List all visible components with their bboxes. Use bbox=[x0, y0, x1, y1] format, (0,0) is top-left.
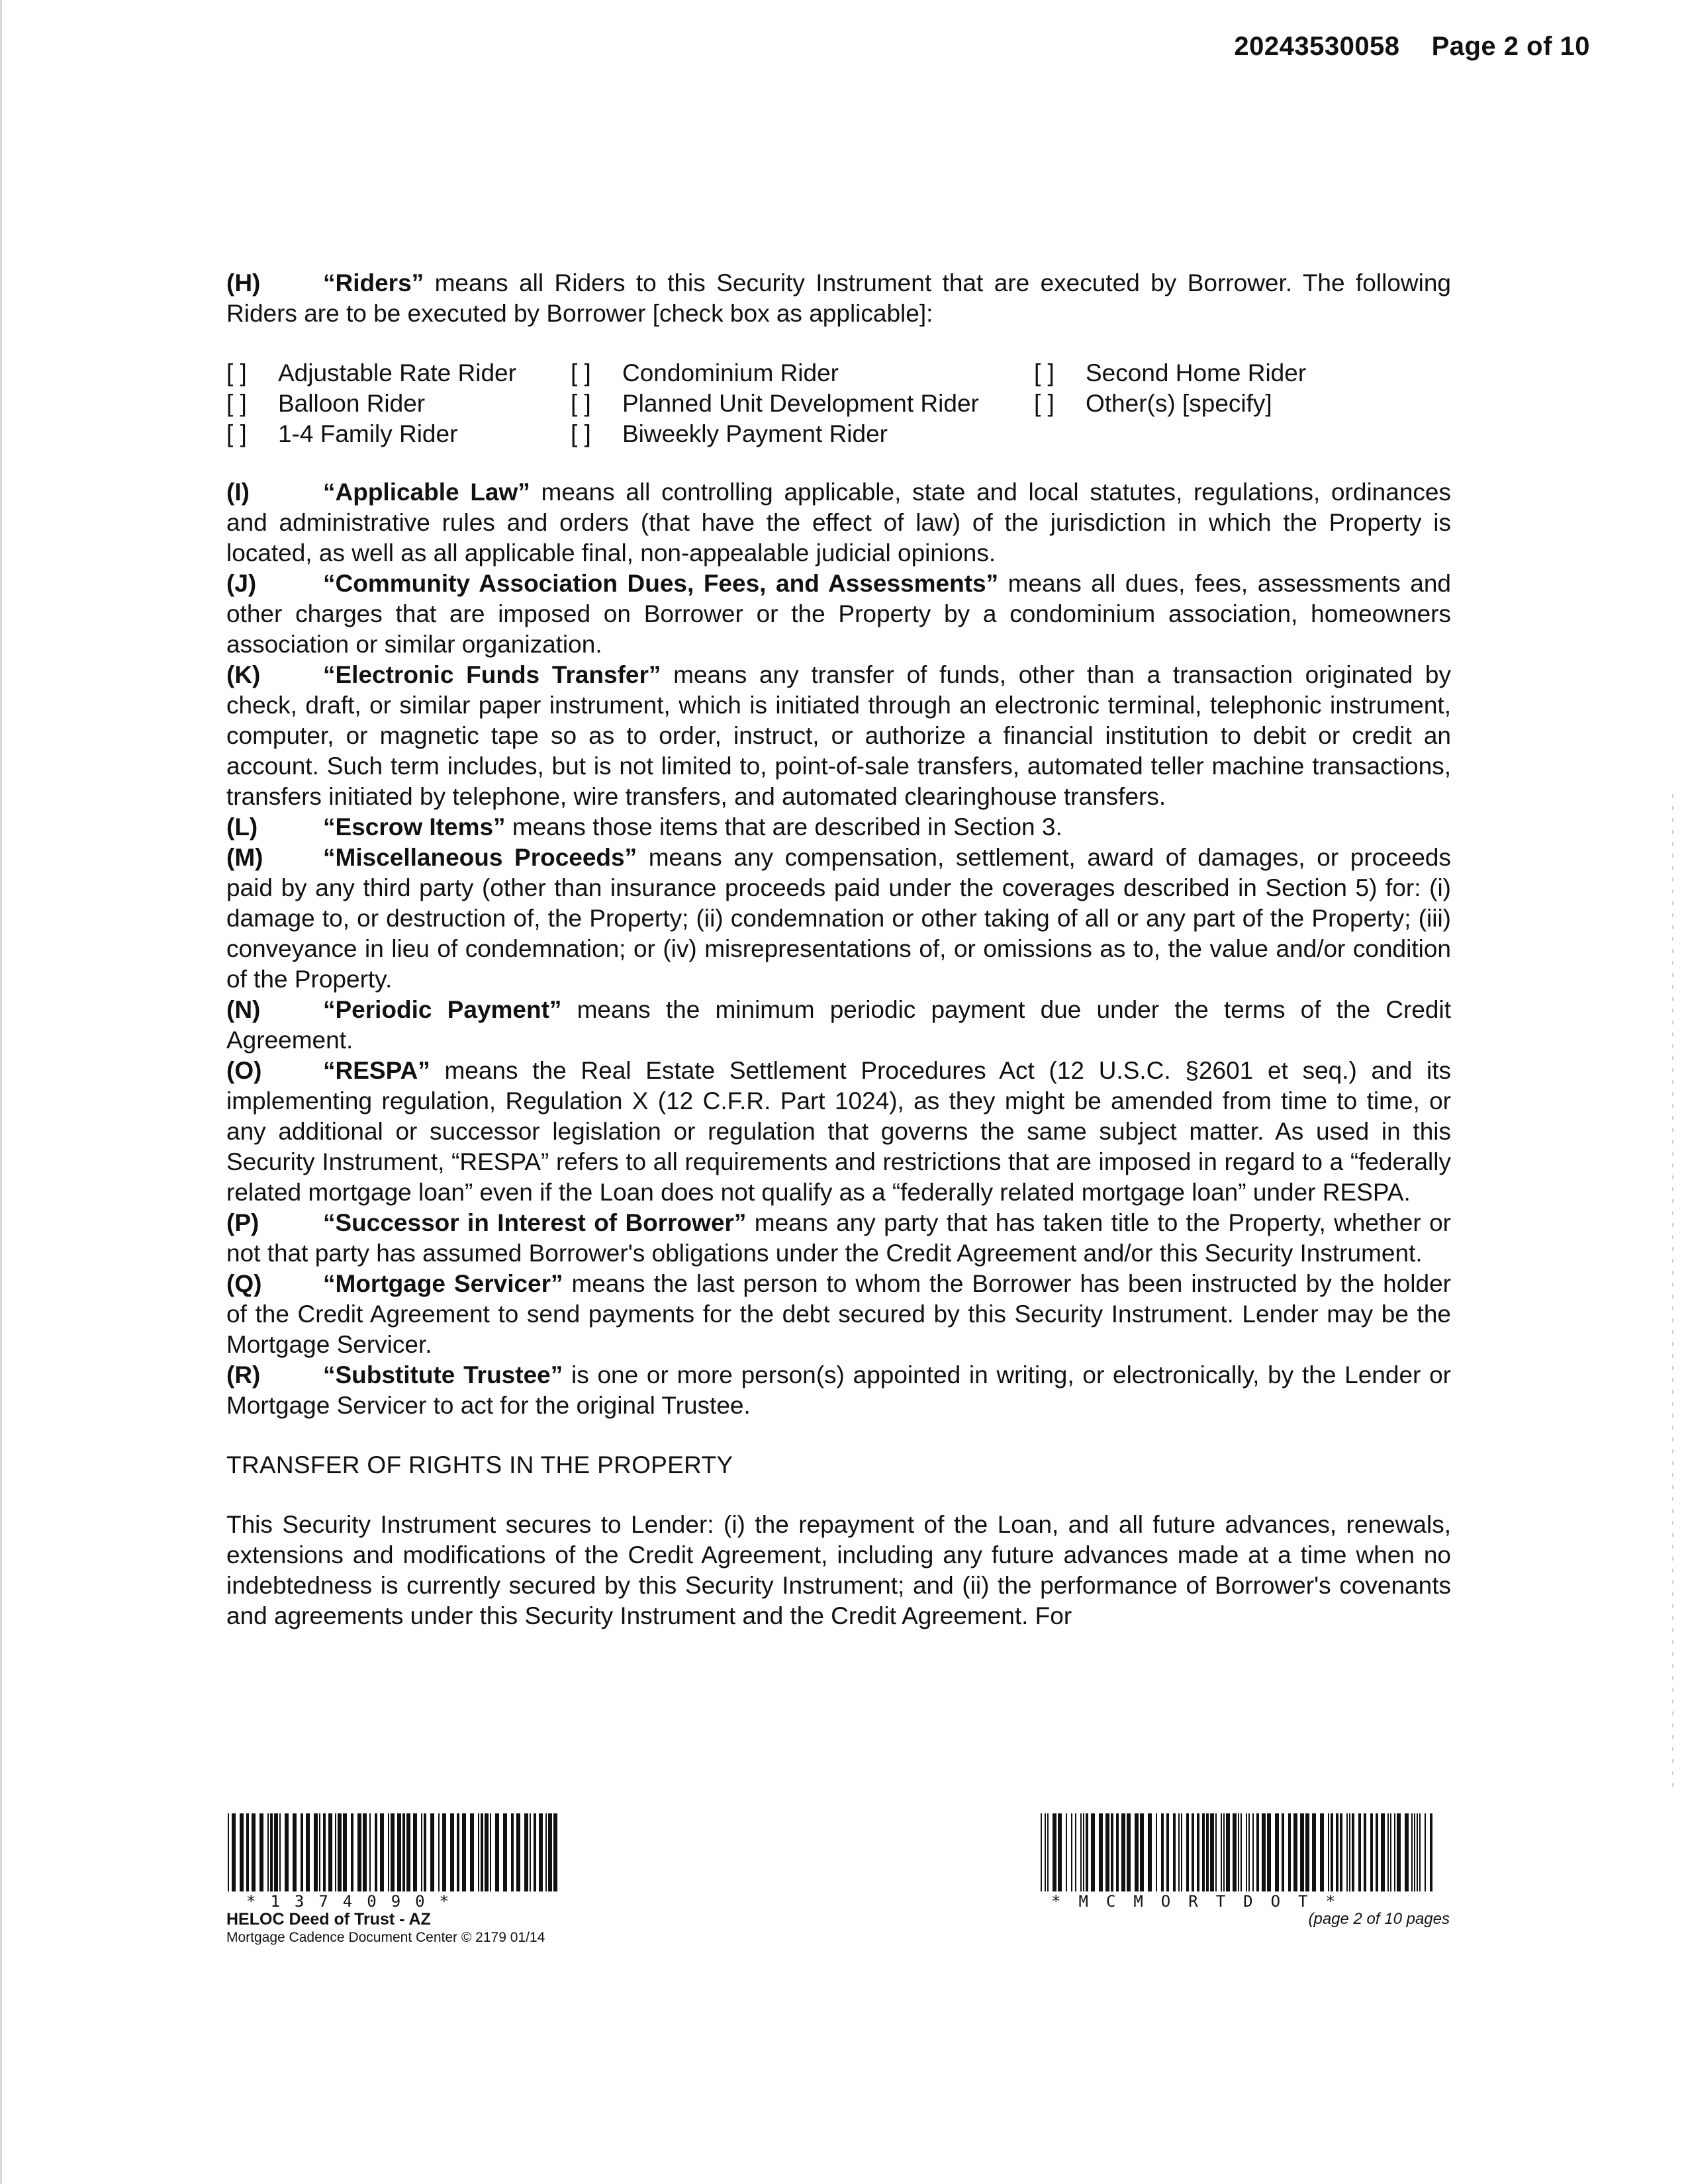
barcode-bar bbox=[314, 1813, 318, 1891]
rider-checkbox: [ ] bbox=[1034, 359, 1055, 387]
barcode-bar bbox=[1053, 1813, 1056, 1891]
barcode-bar bbox=[1390, 1813, 1391, 1891]
definition-text: means all controlling applicable, state and local statutes, regulations, ordinances and administrative rules and orders (that have the effect of law) of the jurisdiction in which the Property is located, as well as all applicable final, non-appealable judicial opinions. bbox=[226, 478, 1451, 567]
rider-second-home bbox=[1034, 358, 1405, 388]
barcode-bar bbox=[1370, 1813, 1373, 1891]
definition-k bbox=[226, 660, 1451, 812]
barcode-bar bbox=[267, 1813, 269, 1891]
definition-letter: (J) bbox=[226, 570, 257, 597]
barcode-bar bbox=[1086, 1813, 1088, 1891]
definition-letter: (M) bbox=[226, 844, 263, 871]
barcode-bar bbox=[1206, 1813, 1209, 1891]
barcode-bar bbox=[306, 1813, 310, 1891]
barcode-bar bbox=[1358, 1813, 1361, 1891]
transfer-paragraph: This Security Instrument secures to Lender: (i) the repayment of the Loan, and all future advances, renewals, extensions and modifications of the Credit Agreement, including any future advances made at a time when no indebtedness is currently secured by this Security Instrument; and (ii) the performance of Borrower's covenants and agreements under this Security Instrument and the Credit Agreement. For bbox=[226, 1511, 1451, 1629]
definition-letter: (P) bbox=[226, 1209, 259, 1236]
barcode-bar bbox=[335, 1813, 336, 1891]
definition-term: “RESPA” bbox=[323, 1057, 430, 1084]
barcode-bar bbox=[388, 1813, 389, 1891]
barcode-bar bbox=[1414, 1813, 1415, 1891]
barcode-bar bbox=[1320, 1813, 1324, 1891]
barcode-bar bbox=[470, 1813, 474, 1891]
barcode-bar bbox=[1376, 1813, 1378, 1891]
rider-checkbox: [ ] bbox=[226, 420, 247, 447]
barcode-bar bbox=[539, 1813, 543, 1891]
barcode-bar bbox=[285, 1813, 289, 1891]
barcode-bar bbox=[1293, 1813, 1297, 1891]
barcode-bar bbox=[1425, 1813, 1426, 1891]
definition-letter: (R) bbox=[226, 1361, 261, 1388]
barcode-bar bbox=[530, 1813, 531, 1891]
rider-label: Condominium Rider bbox=[622, 359, 839, 387]
barcode-bar bbox=[406, 1813, 410, 1891]
definition-l bbox=[226, 812, 1451, 842]
barcode-bar bbox=[1075, 1813, 1076, 1891]
barcode-bar bbox=[430, 1813, 434, 1891]
barcode-bar bbox=[516, 1813, 520, 1891]
barcode-bar bbox=[1197, 1813, 1199, 1891]
barcode-left bbox=[226, 1813, 557, 1891]
definition-q bbox=[226, 1269, 1451, 1360]
barcode-bar bbox=[490, 1813, 491, 1891]
barcode-bar bbox=[1305, 1813, 1309, 1891]
definition-term: “Miscellaneous Proceeds” bbox=[323, 844, 637, 871]
barcode-bar bbox=[351, 1813, 353, 1891]
barcode-bar bbox=[1349, 1813, 1350, 1891]
definition-text: means those items that are described in Section 3. bbox=[505, 813, 1062, 841]
barcode-bar bbox=[1181, 1813, 1182, 1891]
rider-condominium bbox=[571, 358, 1034, 388]
rider-biweekly bbox=[571, 419, 1034, 449]
definition-letter: (I) bbox=[226, 478, 250, 506]
barcode-bar bbox=[503, 1813, 507, 1891]
barcode-bar bbox=[1156, 1813, 1157, 1891]
form-name: HELOC Deed of Trust - AZ bbox=[226, 1910, 431, 1929]
barcode-bar bbox=[323, 1813, 326, 1891]
barcode-bar bbox=[1099, 1813, 1103, 1891]
definition-h bbox=[226, 268, 1451, 329]
definition-text: means all Riders to this Security Instrument that are executed by Borrower. The following Riders are to be executed by Borrower [check box as applicable]: bbox=[226, 269, 1451, 327]
barcode-bar bbox=[228, 1813, 229, 1891]
definition-letter: (N) bbox=[226, 996, 261, 1023]
barcode-bar bbox=[481, 1813, 483, 1891]
rider-checkbox: [ ] bbox=[1034, 390, 1055, 417]
barcode-bar bbox=[1241, 1813, 1242, 1891]
barcode-bar bbox=[534, 1813, 536, 1891]
barcode-bar bbox=[1312, 1813, 1316, 1891]
barcode-bar bbox=[1233, 1813, 1237, 1891]
barcode-bar bbox=[1083, 1813, 1084, 1891]
barcode-bar bbox=[545, 1813, 547, 1891]
barcode-bar bbox=[293, 1813, 297, 1891]
barcode-bar bbox=[1340, 1813, 1342, 1891]
barcode-bar bbox=[391, 1813, 395, 1891]
barcode-bar bbox=[1394, 1813, 1395, 1891]
barcode-bar bbox=[1282, 1813, 1284, 1891]
barcode-bar bbox=[1091, 1813, 1095, 1891]
barcode-bar bbox=[1417, 1813, 1418, 1891]
barcode-bar bbox=[1397, 1813, 1401, 1891]
rider-checkbox: [ ] bbox=[571, 359, 591, 387]
barcode-bar bbox=[1215, 1813, 1217, 1891]
rider-label: Second Home Rider bbox=[1086, 359, 1307, 387]
definition-term: “Periodic Payment” bbox=[323, 996, 562, 1023]
definition-letter: (H) bbox=[226, 269, 261, 296]
definition-text: means any transfer of funds, other than a transaction originated by check, draft, or similar paper instrument, which is initiated through an electronic terminal, telephonic instrument, computer, or magnetic tape so as to order, instruct, or authorize a financial institution to debit or credit an account. Such term includes, but is not limited to, point-of-sale transfers, automated teller machine transactions, transfers initiated by telephone, wire transfers, and automated clearinghouse transfers. bbox=[226, 661, 1451, 810]
barcode-bar bbox=[1173, 1813, 1176, 1891]
barcode-bar bbox=[1346, 1813, 1348, 1891]
barcode-bar bbox=[1405, 1813, 1409, 1891]
riders-checklist bbox=[226, 358, 1451, 449]
rider-label: Planned Unit Development Rider bbox=[622, 390, 979, 417]
barcode-bar bbox=[413, 1813, 417, 1891]
barcode-right-text: *MCMORTDOT* bbox=[1051, 1892, 1353, 1911]
barcode-bar bbox=[380, 1813, 384, 1891]
barcode-bar bbox=[1047, 1813, 1049, 1891]
barcode-bar bbox=[1381, 1813, 1385, 1891]
definition-p bbox=[226, 1208, 1451, 1269]
document-number: 20243530058 bbox=[1234, 32, 1400, 61]
barcode-bar bbox=[1161, 1813, 1164, 1891]
barcode-bar bbox=[1148, 1813, 1152, 1891]
barcode-bar bbox=[1202, 1813, 1205, 1891]
barcode-bar bbox=[1275, 1813, 1279, 1891]
definition-letter: (K) bbox=[226, 661, 261, 688]
barcode-bar bbox=[259, 1813, 263, 1891]
definition-term: “Community Association Dues, Fees, and Assessments” bbox=[323, 570, 999, 597]
definition-text: means all dues, fees, assessments and other charges that are imposed on Borrower or the Property by a condominium association, homeowners association or similar organization. bbox=[226, 570, 1451, 658]
definition-term: “Riders” bbox=[323, 269, 424, 296]
barcode-bar bbox=[301, 1813, 303, 1891]
rider-checkbox: [ ] bbox=[226, 390, 247, 417]
barcode-bar bbox=[397, 1813, 401, 1891]
definition-term: “Electronic Funds Transfer” bbox=[323, 661, 661, 688]
barcode-bar bbox=[1140, 1813, 1144, 1891]
barcode-bar bbox=[1178, 1813, 1180, 1891]
barcode-bar bbox=[328, 1813, 332, 1891]
definition-letter: (L) bbox=[226, 813, 258, 841]
barcode-bar bbox=[1238, 1813, 1239, 1891]
rider-label: 1-4 Family Rider bbox=[278, 420, 458, 447]
definition-o bbox=[226, 1056, 1451, 1208]
definition-r bbox=[226, 1360, 1451, 1421]
barcode-bar bbox=[524, 1813, 528, 1891]
barcode-bar bbox=[1186, 1813, 1189, 1891]
doc-barcode-block bbox=[1039, 1813, 1463, 1929]
barcode-bar bbox=[1262, 1813, 1266, 1891]
barcode-bar bbox=[402, 1813, 405, 1891]
definition-text: means the Real Estate Settlement Procedures Act (12 U.S.C. §2601 et seq.) and its implementing regulation, Regulation X (12 C.F.R. Part 1024), as they might be amended from time to time, or any additional or successor legislation or regulation that governs the same subject matter. As used in this Security Instrument, “RESPA” refers to all requirements and restrictions that are imposed in regard to a “federally related mortgage loan” even if the Loan does not qualify as a “federally related mortgage loan” under RESPA. bbox=[226, 1057, 1451, 1206]
barcode-bar bbox=[1192, 1813, 1194, 1891]
barcode-bar bbox=[457, 1813, 459, 1891]
barcode-bar bbox=[1045, 1813, 1046, 1891]
rider-label: Other(s) [specify] bbox=[1086, 390, 1272, 417]
barcode-bar bbox=[1066, 1813, 1067, 1891]
barcode-bar bbox=[424, 1813, 426, 1891]
rider-one-four-family bbox=[226, 419, 571, 449]
barcode-bar bbox=[1352, 1813, 1354, 1891]
barcode-bar bbox=[1166, 1813, 1169, 1891]
barcode-bar bbox=[442, 1813, 446, 1891]
barcode-bar bbox=[319, 1813, 320, 1891]
barcode-right bbox=[1039, 1813, 1436, 1891]
barcode-bar bbox=[252, 1813, 256, 1891]
rider-label: Adjustable Rate Rider bbox=[278, 359, 516, 387]
barcode-bar bbox=[478, 1813, 479, 1891]
definition-text: means any party that has taken title to the Property, whether or not that party has assumed Borrower's obligations under the Credit Agreement and/or this Security Instrument. bbox=[226, 1209, 1451, 1267]
barcode-bar bbox=[1288, 1813, 1291, 1891]
barcode-bar bbox=[375, 1813, 377, 1891]
definition-n bbox=[226, 995, 1451, 1056]
definition-i bbox=[226, 477, 1451, 569]
form-meta: Mortgage Cadence Document Center © 2179 01/14 bbox=[226, 1930, 545, 1945]
definition-term: “Successor in Interest of Borrower” bbox=[323, 1209, 747, 1236]
rider-other bbox=[1034, 388, 1405, 419]
barcode-bar bbox=[1071, 1813, 1072, 1891]
barcode-bar bbox=[1246, 1813, 1247, 1891]
barcode-bar bbox=[246, 1813, 249, 1891]
barcode-bar bbox=[1105, 1813, 1109, 1891]
barcode-left-text: *1374090* bbox=[246, 1892, 464, 1911]
definition-j bbox=[226, 569, 1451, 660]
barcode-bar bbox=[1328, 1813, 1329, 1891]
definition-term: “Substitute Trustee” bbox=[323, 1361, 563, 1388]
rider-pud bbox=[571, 388, 1034, 419]
barcode-bar bbox=[1221, 1813, 1222, 1891]
rider-label: Balloon Rider bbox=[278, 390, 426, 417]
barcode-bar bbox=[1411, 1813, 1413, 1891]
rider-balloon bbox=[226, 388, 571, 419]
barcode-bar bbox=[1080, 1813, 1082, 1891]
barcode-bar bbox=[1041, 1813, 1042, 1891]
recording-stamp bbox=[1234, 32, 1590, 62]
barcode-bar bbox=[511, 1813, 514, 1891]
barcode-bar bbox=[1248, 1813, 1250, 1891]
barcode-bar bbox=[495, 1813, 499, 1891]
rider-checkbox: [ ] bbox=[571, 420, 591, 447]
barcode-bar bbox=[1430, 1813, 1432, 1891]
barcode-bar bbox=[369, 1813, 371, 1891]
barcode-bar bbox=[1226, 1813, 1230, 1891]
barcode-bar bbox=[1331, 1813, 1333, 1891]
barcode-bar bbox=[1267, 1813, 1271, 1891]
barcode-bar bbox=[450, 1813, 454, 1891]
rider-checkbox: [ ] bbox=[226, 359, 247, 387]
scan-edge-right bbox=[1672, 794, 1673, 1787]
barcode-bar bbox=[1127, 1813, 1131, 1891]
scan-edge-left bbox=[0, 0, 2, 2184]
barcode-bar bbox=[1116, 1813, 1119, 1891]
barcode-bar bbox=[1300, 1813, 1304, 1891]
barcode-bar bbox=[1256, 1813, 1259, 1891]
definition-text: means the minimum periodic payment due under the terms of the Credit Agreement. bbox=[226, 996, 1451, 1054]
definition-text: means the last person to whom the Borrower has been instructed by the holder of the Credit Agreement to send payments for the debt secured by this Security Instrument. Lender may be the Mortgage Servicer. bbox=[226, 1270, 1451, 1358]
barcode-bar bbox=[553, 1813, 557, 1891]
page-count-note: (page 2 of 10 pages bbox=[1308, 1910, 1450, 1928]
barcode-bar bbox=[1336, 1813, 1338, 1891]
definition-term: “Applicable Law” bbox=[323, 478, 530, 506]
barcode-bar bbox=[485, 1813, 489, 1891]
barcode-bar bbox=[240, 1813, 244, 1891]
barcode-bar bbox=[1364, 1813, 1366, 1891]
page-label: Page 2 of 10 bbox=[1431, 32, 1590, 61]
rider-checkbox: [ ] bbox=[571, 390, 591, 417]
barcode-bar bbox=[279, 1813, 281, 1891]
definition-m bbox=[226, 842, 1451, 995]
barcode-bar bbox=[1058, 1813, 1062, 1891]
definition-term: “Escrow Items” bbox=[323, 813, 506, 841]
barcode-bar bbox=[357, 1813, 361, 1891]
definition-letter: (O) bbox=[226, 1057, 262, 1084]
barcode-bar bbox=[274, 1813, 278, 1891]
definition-letter: (Q) bbox=[226, 1270, 262, 1297]
barcode-bar bbox=[270, 1813, 273, 1891]
barcode-bar bbox=[363, 1813, 367, 1891]
barcode-bar bbox=[1223, 1813, 1225, 1891]
barcode-bar bbox=[1387, 1813, 1389, 1891]
barcode-bar bbox=[1135, 1813, 1139, 1891]
barcode-bar bbox=[438, 1813, 440, 1891]
barcode-bar bbox=[338, 1813, 342, 1891]
document-body bbox=[226, 268, 1451, 1631]
barcode-bar bbox=[343, 1813, 347, 1891]
definition-text: means any compensation, settlement, award of damages, or proceeds paid by any third party (other than insurance proceeds paid under the coverages described in Section 5) for: (i) damage to, or destruction of, the Property; (ii) condemnation or other taking of all or any part of the Property; (iii) conveyance in lieu of condemnation; or (iv) misrepresentations of, or omissions as to, the value and/or condition of the Property. bbox=[226, 844, 1451, 993]
definition-text: is one or more person(s) appointed in writing, or electronically, by the Lender or Mortgage Servicer to act for the original Trustee. bbox=[226, 1361, 1451, 1419]
rider-adjustable-rate bbox=[226, 358, 571, 388]
barcode-bar bbox=[1111, 1813, 1113, 1891]
barcode-bar bbox=[421, 1813, 422, 1891]
barcode-bar bbox=[462, 1813, 466, 1891]
definition-term: “Mortgage Servicer” bbox=[323, 1270, 563, 1297]
rider-label: Biweekly Payment Rider bbox=[622, 420, 888, 447]
barcode-bar bbox=[232, 1813, 236, 1891]
section-heading-transfer: TRANSFER OF RIGHTS IN THE PROPERTY bbox=[226, 1451, 733, 1479]
barcode-bar bbox=[1210, 1813, 1214, 1891]
form-barcode-block bbox=[226, 1813, 557, 1947]
barcode-bar bbox=[1252, 1813, 1254, 1891]
barcode-bar bbox=[1419, 1813, 1421, 1891]
barcode-bar bbox=[1121, 1813, 1125, 1891]
barcode-bar bbox=[548, 1813, 552, 1891]
